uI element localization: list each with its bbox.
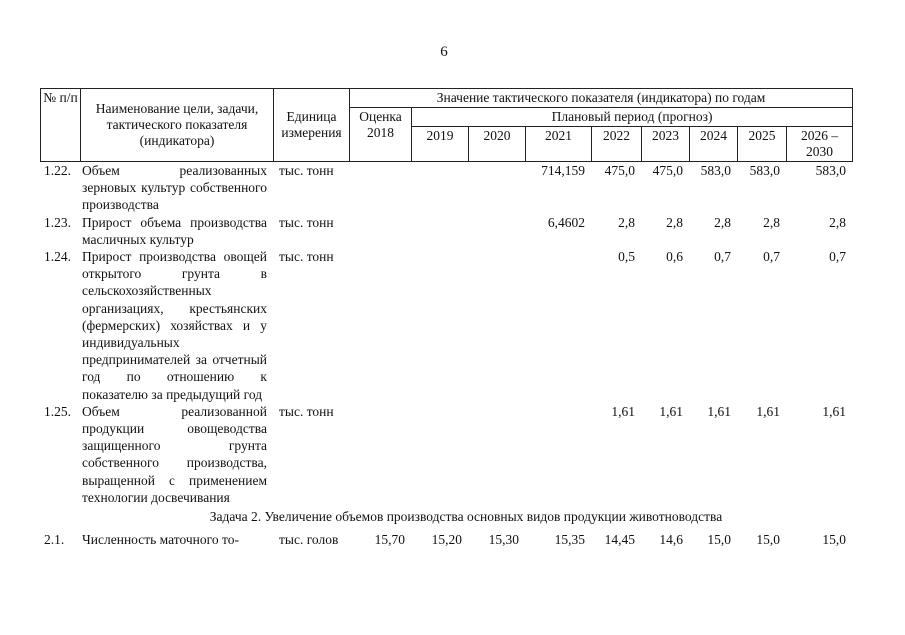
row-value — [525, 248, 591, 403]
row-name: Численность маточного то- — [82, 532, 239, 548]
indicators-table — [40, 88, 852, 548]
table-row — [40, 525, 852, 548]
header-year: 2022 — [592, 127, 642, 162]
header-year: 2020 — [469, 127, 526, 162]
row-num: 2.1. — [44, 532, 65, 548]
row-name: Прирост производства овощей открытого грунта в сельскохозяйственных организациях, крестьянских (фермерских) хозяйствах и у индивидуальных предпринимателей за отчетный год по отношению к показателю за предыдущий год — [82, 249, 267, 402]
row-value: 583,0 — [815, 163, 846, 178]
row-value — [468, 248, 525, 403]
row-value: 714,159 — [541, 163, 585, 178]
row-value: 15,0 — [707, 532, 731, 548]
row-value: 1,61 — [756, 403, 780, 419]
header-estimate: Оценка 2018 — [350, 108, 412, 162]
row-value: 1,61 — [611, 403, 635, 419]
task-heading-row — [40, 506, 852, 525]
row-value: 0,7 — [714, 249, 731, 265]
table-row — [40, 248, 852, 403]
row-value: 14,45 — [604, 532, 635, 548]
row-estimate — [349, 248, 411, 403]
header-year: 2019 — [412, 127, 469, 162]
table-header — [40, 88, 853, 162]
row-num: 1.23. — [44, 214, 71, 230]
header-unit: Единица измерения — [274, 89, 350, 162]
row-name: Объем реализованной продукции овощеводства защищенного грунта собственного производства, выращенной с применением технологии досвечивания — [82, 403, 267, 505]
row-value: 0,7 — [829, 249, 846, 265]
row-value — [468, 214, 525, 248]
row-num: 1.24. — [44, 249, 71, 265]
table-row — [40, 162, 852, 214]
row-value: 6,4602 — [547, 214, 585, 230]
table-body — [40, 162, 852, 548]
row-value: 14,6 — [659, 532, 683, 548]
row-value: 475,0 — [604, 163, 635, 178]
table-row — [40, 214, 852, 248]
row-value — [411, 403, 468, 506]
row-estimate — [349, 162, 411, 214]
row-value — [411, 248, 468, 403]
row-value: 0,6 — [666, 249, 683, 265]
row-value: 1,61 — [659, 403, 683, 419]
row-value: 2,8 — [763, 214, 780, 230]
row-value: 15,0 — [756, 532, 780, 548]
row-name: Прирост объема производства масличных культур — [82, 214, 267, 247]
row-value: 15,30 — [488, 532, 519, 548]
header-year: 2026 – 2030 — [787, 127, 853, 162]
header-year: 2023 — [642, 127, 690, 162]
row-value — [411, 162, 468, 214]
header-num: № п/п — [41, 89, 81, 162]
row-value: 583,0 — [700, 163, 731, 178]
row-value: 1,61 — [822, 403, 846, 419]
task-heading: Задача 2. Увеличение объемов производства основных видов продукции животноводства — [209, 509, 723, 525]
row-value: 2,8 — [714, 214, 731, 230]
row-unit: тыс. голов — [279, 532, 339, 548]
row-value — [468, 162, 525, 214]
table-row — [40, 403, 852, 506]
row-unit: тыс. тонн — [279, 214, 334, 230]
row-num: 1.22. — [44, 163, 71, 178]
row-estimate: 15,70 — [374, 532, 405, 548]
header-year: 2025 — [738, 127, 787, 162]
row-value — [525, 403, 591, 506]
row-unit: тыс. тонн — [279, 403, 334, 419]
page-number: 6 — [440, 44, 448, 60]
row-unit: тыс. тонн — [279, 163, 334, 178]
row-value: 2,8 — [618, 214, 635, 230]
row-num: 1.25. — [44, 403, 71, 419]
row-value: 1,61 — [707, 403, 731, 419]
row-value — [411, 214, 468, 248]
header-values-by-year: Значение тактического показателя (индикатора) по годам — [350, 89, 853, 108]
row-value: 2,8 — [666, 214, 683, 230]
row-value — [468, 403, 525, 506]
header-plan-period: Плановый период (прогноз) — [412, 108, 853, 127]
header-year: 2021 — [526, 127, 592, 162]
row-value: 15,35 — [554, 532, 585, 548]
header-name: Наименование цели, задачи, тактического показателя (индикатора) — [81, 89, 274, 162]
row-value: 2,8 — [829, 214, 846, 230]
row-value: 583,0 — [749, 163, 780, 178]
row-value: 475,0 — [652, 163, 683, 178]
row-estimate — [349, 214, 411, 248]
header-year: 2024 — [690, 127, 738, 162]
row-value: 15,0 — [822, 532, 846, 548]
row-estimate — [349, 403, 411, 506]
row-unit: тыс. тонн — [279, 249, 334, 265]
row-value: 0,7 — [763, 249, 780, 265]
row-value: 15,20 — [431, 532, 462, 548]
row-value: 0,5 — [618, 249, 635, 265]
row-name: Объем реализованных зерновых культур собственного производства — [82, 163, 267, 213]
